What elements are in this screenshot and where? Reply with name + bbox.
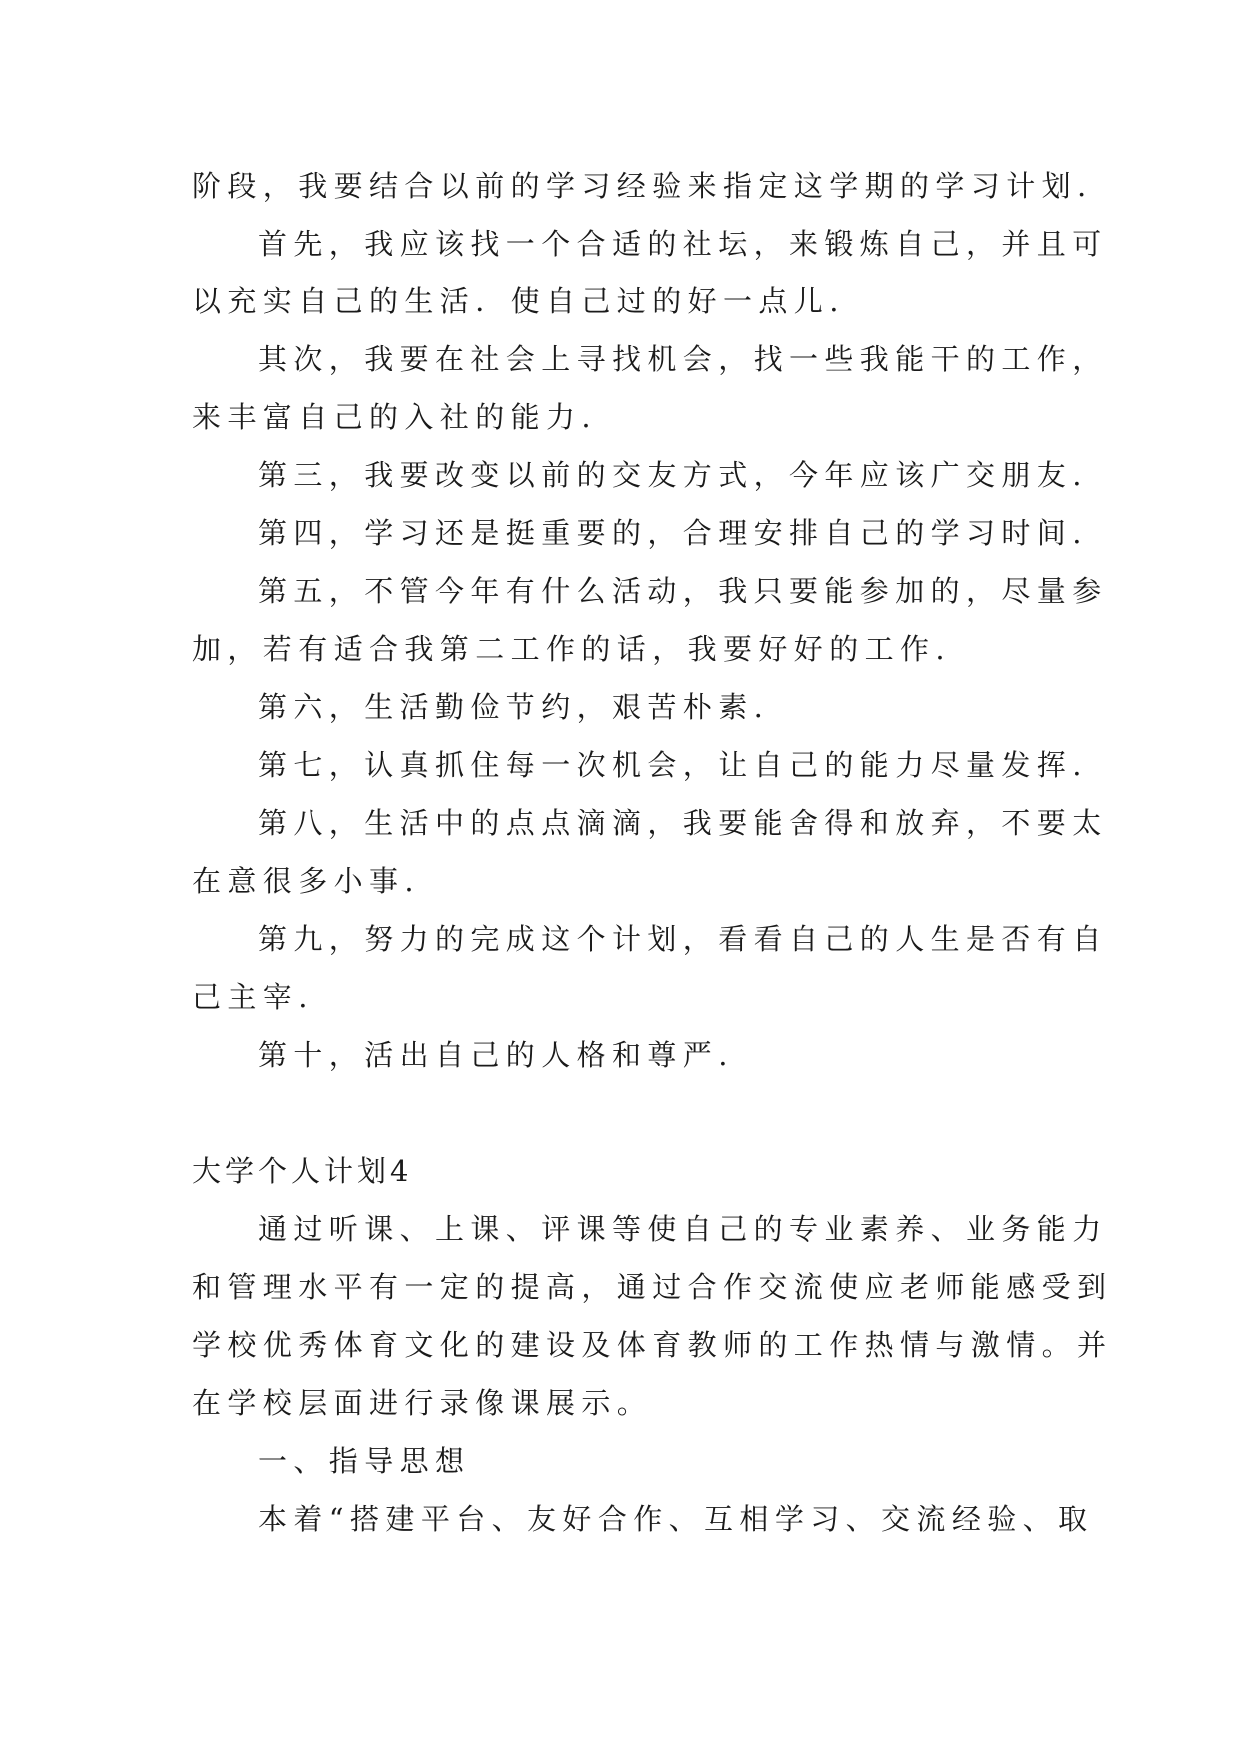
paragraph-line: 首先，我应该找一个合适的社坛，来锻炼自己，并且可 [258,227,1108,261]
paragraph-line: 第七，认真抓住每一次机会，让自己的能力尽量发挥. [258,748,1088,782]
subsection-heading: 一、指导思想 [258,1444,471,1478]
paragraph-line: 加，若有适合我第二工作的话，我要好好的工作. [192,632,952,666]
paragraph-line: 其次，我要在社会上寻找机会，找一些我能干的工作， [258,342,1108,376]
paragraph-line: 本着“搭建平台、友好合作、互相学习、交流经验、取 [258,1502,1094,1536]
paragraph-line: 阶段，我要结合以前的学习经验来指定这学期的学习计划. [192,169,1093,203]
paragraph-line: 通过听课、上课、评课等使自己的专业素养、业务能力 [258,1212,1108,1246]
paragraph-line: 第九，努力的完成这个计划，看看自己的人生是否有自 [258,922,1108,956]
paragraph-line: 来丰富自己的入社的能力. [192,400,598,434]
paragraph-line: 己主宰. [192,980,314,1014]
paragraph-line: 和管理水平有一定的提高，通过合作交流使应老师能感受到 [192,1270,1113,1304]
paragraph-line: 第八，生活中的点点滴滴，我要能舍得和放弃，不要太 [258,806,1108,840]
paragraph-line: 在学校层面进行录像课展示。 [192,1386,653,1420]
section-heading: 大学个人计划4 [192,1154,413,1188]
paragraph-line: 第十，活出自己的人格和尊严. [258,1038,734,1072]
paragraph-line: 第五，不管今年有什么活动，我只要能参加的，尽量参 [258,574,1108,608]
paragraph-line: 以充实自己的生活．使自己过的好一点儿. [192,284,845,318]
paragraph-line: 第四，学习还是挺重要的，合理安排自己的学习时间. [258,516,1088,550]
paragraph-line: 学校优秀体育文化的建设及体育教师的工作热情与激情。并 [192,1328,1113,1362]
paragraph-line: 第六，生活勤俭节约，艰苦朴素. [258,690,770,724]
paragraph-line: 在意很多小事. [192,864,421,898]
paragraph-line: 第三，我要改变以前的交友方式，今年应该广交朋友. [258,458,1088,492]
